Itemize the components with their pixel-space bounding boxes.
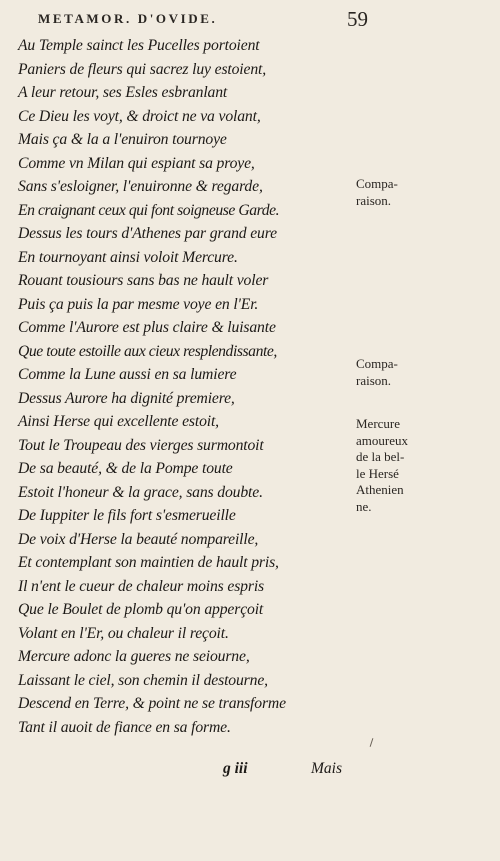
verse-line: Dessus Aurore ha dignité premiere,: [18, 389, 235, 407]
margin-note-line: ne.: [356, 498, 372, 514]
margin-note-comparison: [356, 176, 398, 209]
page-number: 59: [347, 7, 368, 31]
verse-line: Au Temple sainct les Pucelles portoient: [18, 37, 260, 54]
page-header: [38, 7, 368, 35]
verse-line: Ce Dieu les voyt, & droict ne va volant,: [18, 107, 261, 125]
verse-line: Estoit l'honeur & la grace, sans doubte.: [18, 483, 263, 501]
verse-line: Mais ça & la a l'enuiron tournoye: [18, 131, 227, 148]
verse-line: En tournoyant ainsi voloit Mercure.: [18, 248, 238, 266]
verse-line: Comme l'Aurore est plus claire & luisante: [18, 319, 276, 336]
verse-line: De sa beauté, & de la Pompe toute: [18, 460, 233, 477]
verse-line: Descend en Terre, & point ne se transforme: [18, 695, 286, 712]
verse-line: Que le Boulet de plomb qu'on apperçoit: [18, 601, 264, 618]
ink-mark: [370, 738, 374, 747]
verse-line: De Iuppiter le fils fort s'esmerueille: [18, 507, 236, 524]
verse-line: Comme vn Milan qui espiant sa proye,: [18, 154, 255, 172]
verse-line: Puis ça puis la par mesme voye en l'Er.: [18, 295, 259, 313]
verse-line: A leur retour, ses Esles esbranlant: [18, 84, 228, 101]
verse-line: Sans s'esloigner, l'enuironne & regarde,: [18, 178, 263, 195]
verse-line: Comme la Lune aussi en sa lumiere: [18, 366, 237, 383]
verse-line: Volant en l'Er, ou chaleur il reçoit.: [18, 624, 229, 642]
verse-line: Et contemplant son maintien de hault pris,: [18, 554, 279, 571]
verse-line: Tout le Troupeau des vierges surmontoit: [18, 436, 264, 454]
margin-note-line: raison.: [356, 192, 392, 208]
verse-line: Ainsi Herse qui excellente estoit,: [18, 413, 219, 430]
margin-note-line: amoureux: [356, 432, 408, 448]
verse-line: Mercure adonc la gueres ne seiourne,: [18, 648, 250, 665]
margin-note-line: de la bel-: [356, 449, 405, 464]
verse-line: Paniers de fleurs qui sacrez luy estoient,: [18, 60, 267, 78]
running-title: METAMOR. D'OVIDE.: [38, 11, 218, 26]
margin-note-line: Compa-: [356, 176, 398, 191]
verse-line: Dessus les tours d'Athenes par grand eure: [18, 225, 277, 242]
catchword: Mais: [311, 760, 342, 777]
verse-line: De voix d'Herse la beauté nompareille,: [18, 530, 259, 548]
margin-note-line: Compa-: [356, 356, 398, 371]
margin-note-line: Athenien: [356, 482, 404, 497]
margin-note-line: le Hersé: [356, 465, 399, 481]
margin-note-comparison: [356, 356, 398, 389]
verse-line: En craignant ceux qui font soigneuse Garde.: [18, 201, 280, 219]
poem-text: [18, 34, 363, 739]
signature-mark: g iii: [223, 760, 248, 777]
verse-line: Que toute estoille aux cieux resplendissante,: [18, 342, 277, 360]
verse-line: Tant il auoit de fiance en sa forme.: [18, 718, 231, 736]
margin-note-mercure: [356, 416, 408, 515]
verse-line: Rouant tousiours sans bas ne hault voler: [18, 272, 269, 289]
margin-note-line: raison.: [356, 372, 392, 388]
verse-line: Laissant le ciel, son chemin il destourne,: [18, 671, 268, 689]
verse-line: Il n'ent le cueur de chaleur moins espris: [18, 577, 264, 595]
page-footer: [0, 760, 500, 790]
margin-note-line: Mercure: [356, 416, 401, 431]
